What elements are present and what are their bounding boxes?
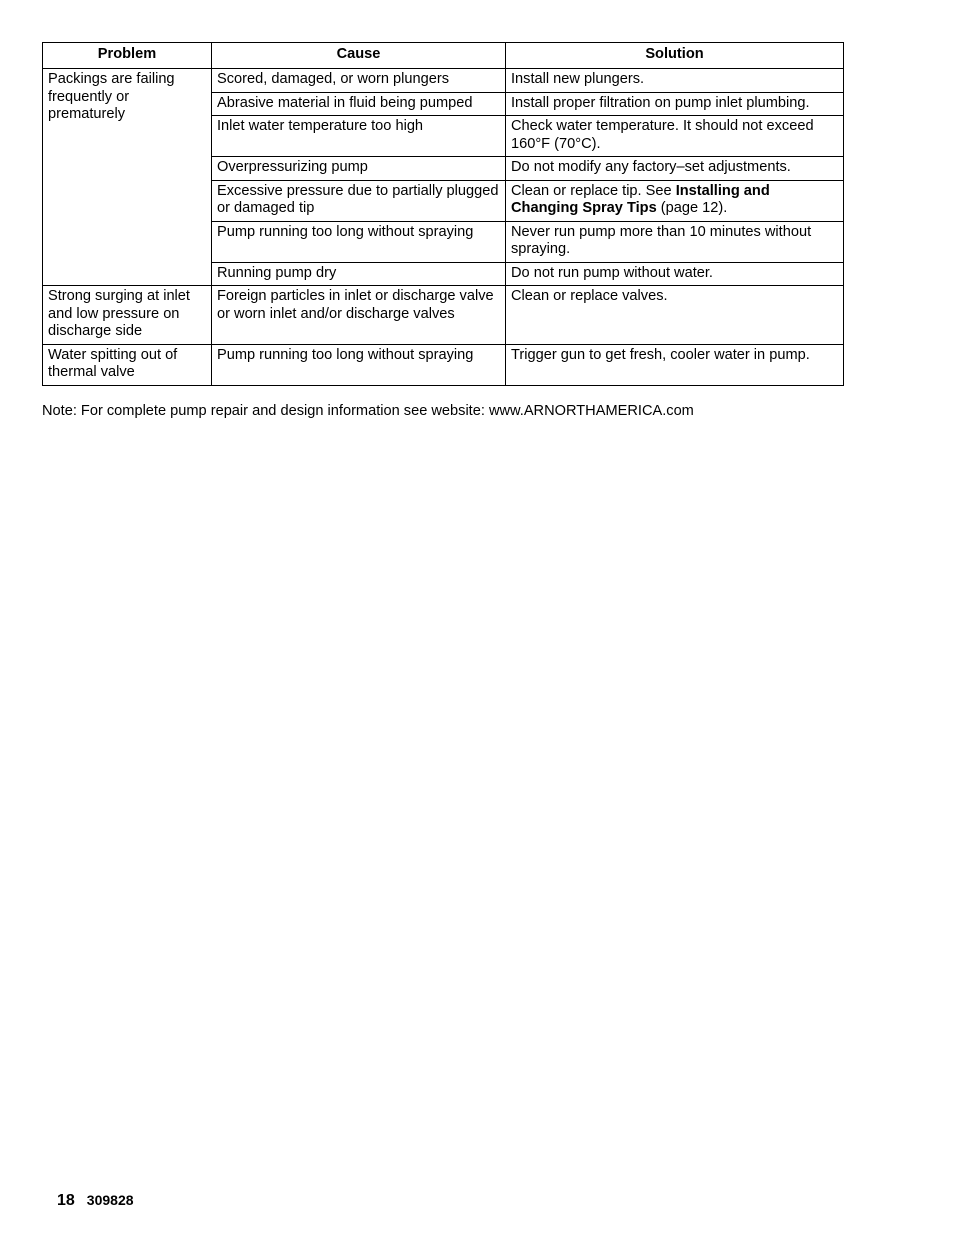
header-cause: Cause <box>212 43 506 69</box>
solution-cell: Trigger gun to get fresh, cooler water in pump. <box>506 344 844 385</box>
solution-cell: Install proper filtration on pump inlet plumbing. <box>506 92 844 116</box>
page-number: 18 <box>57 1192 75 1209</box>
section-reference: Installing and Changing Spray Tips <box>511 182 770 216</box>
page-footer <box>57 1192 134 1210</box>
website-note: Note: For complete pump repair and design information see website: www.ARNORTHAMERICA.com <box>42 403 694 419</box>
cause-cell: Scored, damaged, or worn plungers <box>212 69 506 93</box>
cause-cell: Pump running too long without spraying <box>212 344 506 385</box>
cause-cell: Inlet water temperature too high <box>212 116 506 157</box>
table-row <box>43 344 844 385</box>
solution-cell: Check water temperature. It should not exceed 160°F (70°C). <box>506 116 844 157</box>
problem-cell: Strong surging at inlet and low pressure on discharge side <box>43 286 212 345</box>
cause-cell: Pump running too long without spraying <box>212 221 506 262</box>
solution-cell: Install new plungers. <box>506 69 844 93</box>
document-number: 309828 <box>86 1192 134 1208</box>
problem-cell: Packings are failing frequently or prematurely <box>43 69 212 286</box>
solution-text: Clean or replace tip. See <box>511 182 676 199</box>
troubleshooting-table <box>42 42 844 386</box>
cause-cell: Overpressurizing pump <box>212 157 506 181</box>
solution-cell: Do not run pump without water. <box>506 262 844 286</box>
header-problem: Problem <box>43 43 212 69</box>
table-header-row <box>43 43 844 69</box>
solution-cell: Do not modify any factory–set adjustments. <box>506 157 844 181</box>
cause-cell: Running pump dry <box>212 262 506 286</box>
solution-cell <box>506 180 844 221</box>
table-row <box>43 286 844 345</box>
cause-cell: Abrasive material in fluid being pumped <box>212 92 506 116</box>
cause-cell: Excessive pressure due to partially plugged or damaged tip <box>212 180 506 221</box>
cause-cell: Foreign particles in inlet or discharge valve or worn inlet and/or discharge valves <box>212 286 506 345</box>
table-row <box>43 69 844 93</box>
problem-cell: Water spitting out of thermal valve <box>43 344 212 385</box>
solution-cell: Never run pump more than 10 minutes without spraying. <box>506 221 844 262</box>
solution-cell: Clean or replace valves. <box>506 286 844 345</box>
header-solution: Solution <box>506 43 844 69</box>
page-reference: (page 12). <box>656 200 728 216</box>
